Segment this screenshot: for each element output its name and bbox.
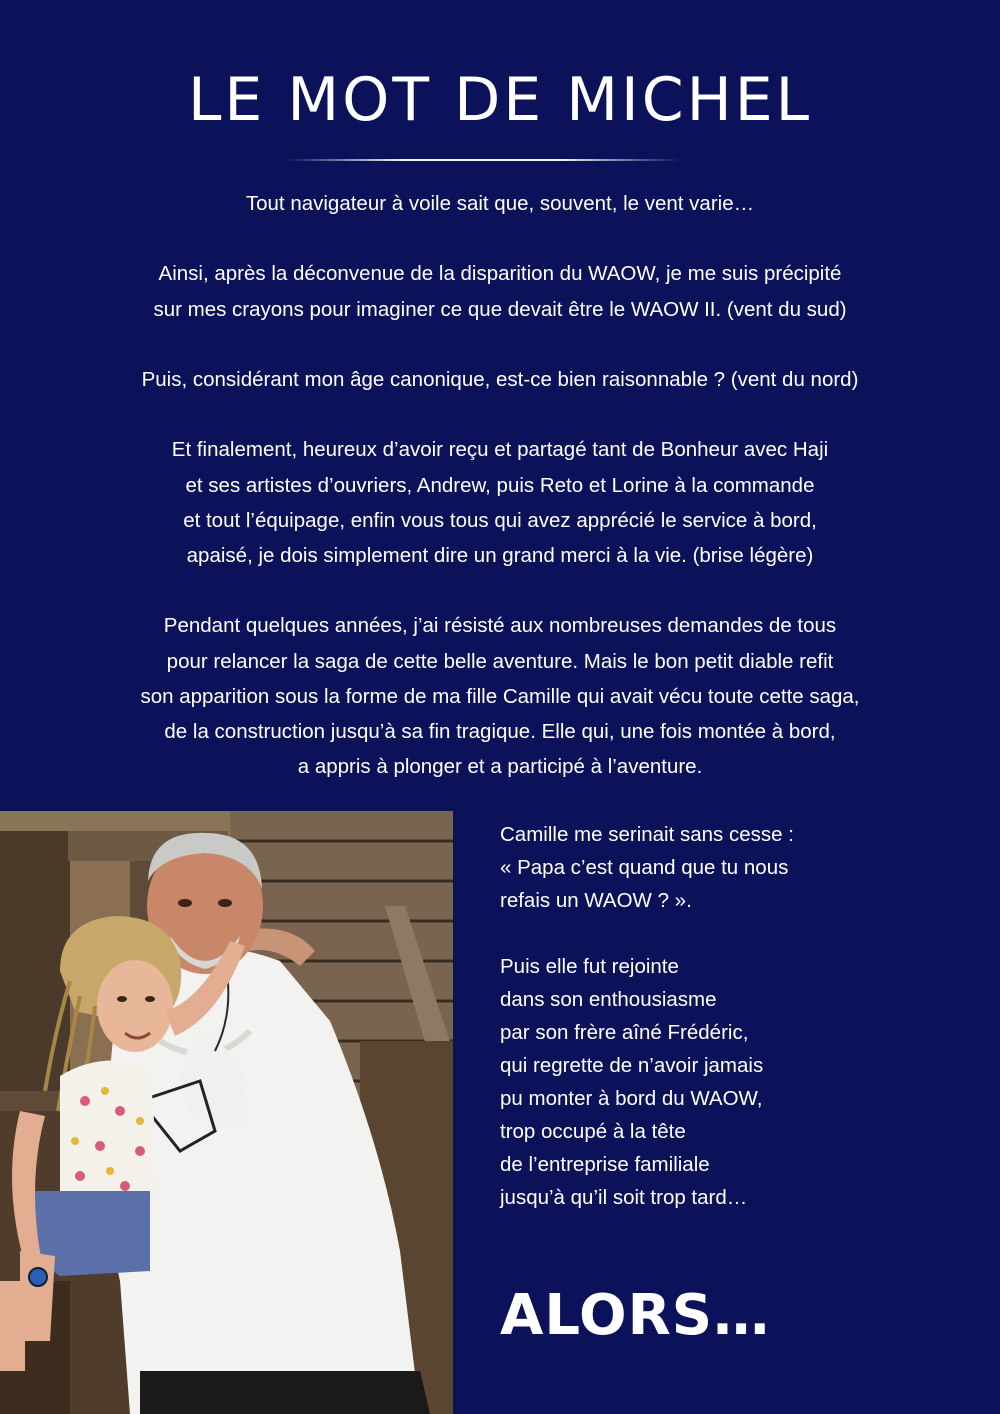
text-line: de l’entreprise familiale bbox=[500, 1153, 710, 1176]
text-line: Camille me serinait sans cesse : bbox=[500, 823, 794, 846]
text-line: sur mes crayons pour imaginer ce que devait être le WAOW II. (vent du sud) bbox=[153, 297, 847, 321]
side-paragraph-1 bbox=[500, 818, 960, 917]
text-line: dans son enthousiasme bbox=[500, 988, 717, 1011]
text-line: pu monter à bord du WAOW, bbox=[500, 1087, 763, 1110]
title-divider bbox=[285, 159, 680, 161]
side-paragraph-2 bbox=[500, 950, 960, 1214]
text-line: par son frère aîné Frédéric, bbox=[500, 1021, 749, 1044]
intro-paragraph-5 bbox=[60, 608, 940, 784]
text-line: et ses artistes d’ouvriers, Andrew, puis Reto et Lorine à la commande bbox=[185, 473, 815, 497]
text-line: Ainsi, après la déconvenue de la disparition du WAOW, je me suis précipité bbox=[158, 262, 842, 286]
text-line: apaisé, je dois simplement dire un grand merci à la vie. (brise légère) bbox=[186, 543, 814, 567]
intro-text bbox=[60, 186, 940, 784]
side-text bbox=[500, 818, 960, 1247]
text-line: et tout l’équipage, enfin vous tous qui avez apprécié le service à bord, bbox=[183, 508, 817, 532]
intro-paragraph-2 bbox=[60, 256, 940, 326]
text-line: qui regrette de n’avoir jamais bbox=[500, 1054, 764, 1077]
page-title: LE MOT DE MICHEL bbox=[187, 65, 813, 135]
text-line: refais un WAOW ? ». bbox=[500, 889, 692, 912]
photo-of-man-and-girl bbox=[0, 811, 453, 1414]
text-line: trop occupé à la tête bbox=[500, 1120, 686, 1143]
text-line: Puis, considérant mon âge canonique, est-ce bien raisonnable ? (vent du nord) bbox=[141, 367, 859, 391]
text-line: « Papa c’est quand que tu nous bbox=[500, 856, 789, 879]
text-line: Puis elle fut rejointe bbox=[500, 955, 679, 978]
intro-paragraph-4 bbox=[60, 432, 940, 573]
text-line: pour relancer la saga de cette belle aventure. Mais le bon petit diable refit bbox=[166, 649, 834, 673]
text-line: Pendant quelques années, j’ai résisté aux nombreuses demandes de tous bbox=[163, 614, 837, 638]
intro-paragraph-1 bbox=[60, 186, 940, 221]
closing-heading: ALORS… bbox=[500, 1283, 771, 1348]
text-line: jusqu’à qu’il soit trop tard… bbox=[500, 1186, 748, 1209]
intro-paragraph-3 bbox=[60, 362, 940, 397]
text-line: Et finalement, heureux d’avoir reçu et partagé tant de Bonheur avec Haji bbox=[171, 438, 829, 462]
text-line: Tout navigateur à voile sait que, souvent, le vent varie… bbox=[245, 192, 755, 215]
text-line: son apparition sous la forme de ma fille Camille qui avait vécu toute cette saga, bbox=[140, 684, 860, 708]
text-line: a appris à plonger et a participé à l’aventure. bbox=[297, 755, 703, 779]
text-line: de la construction jusqu’à sa fin tragique. Elle qui, une fois montée à bord, bbox=[164, 719, 836, 743]
